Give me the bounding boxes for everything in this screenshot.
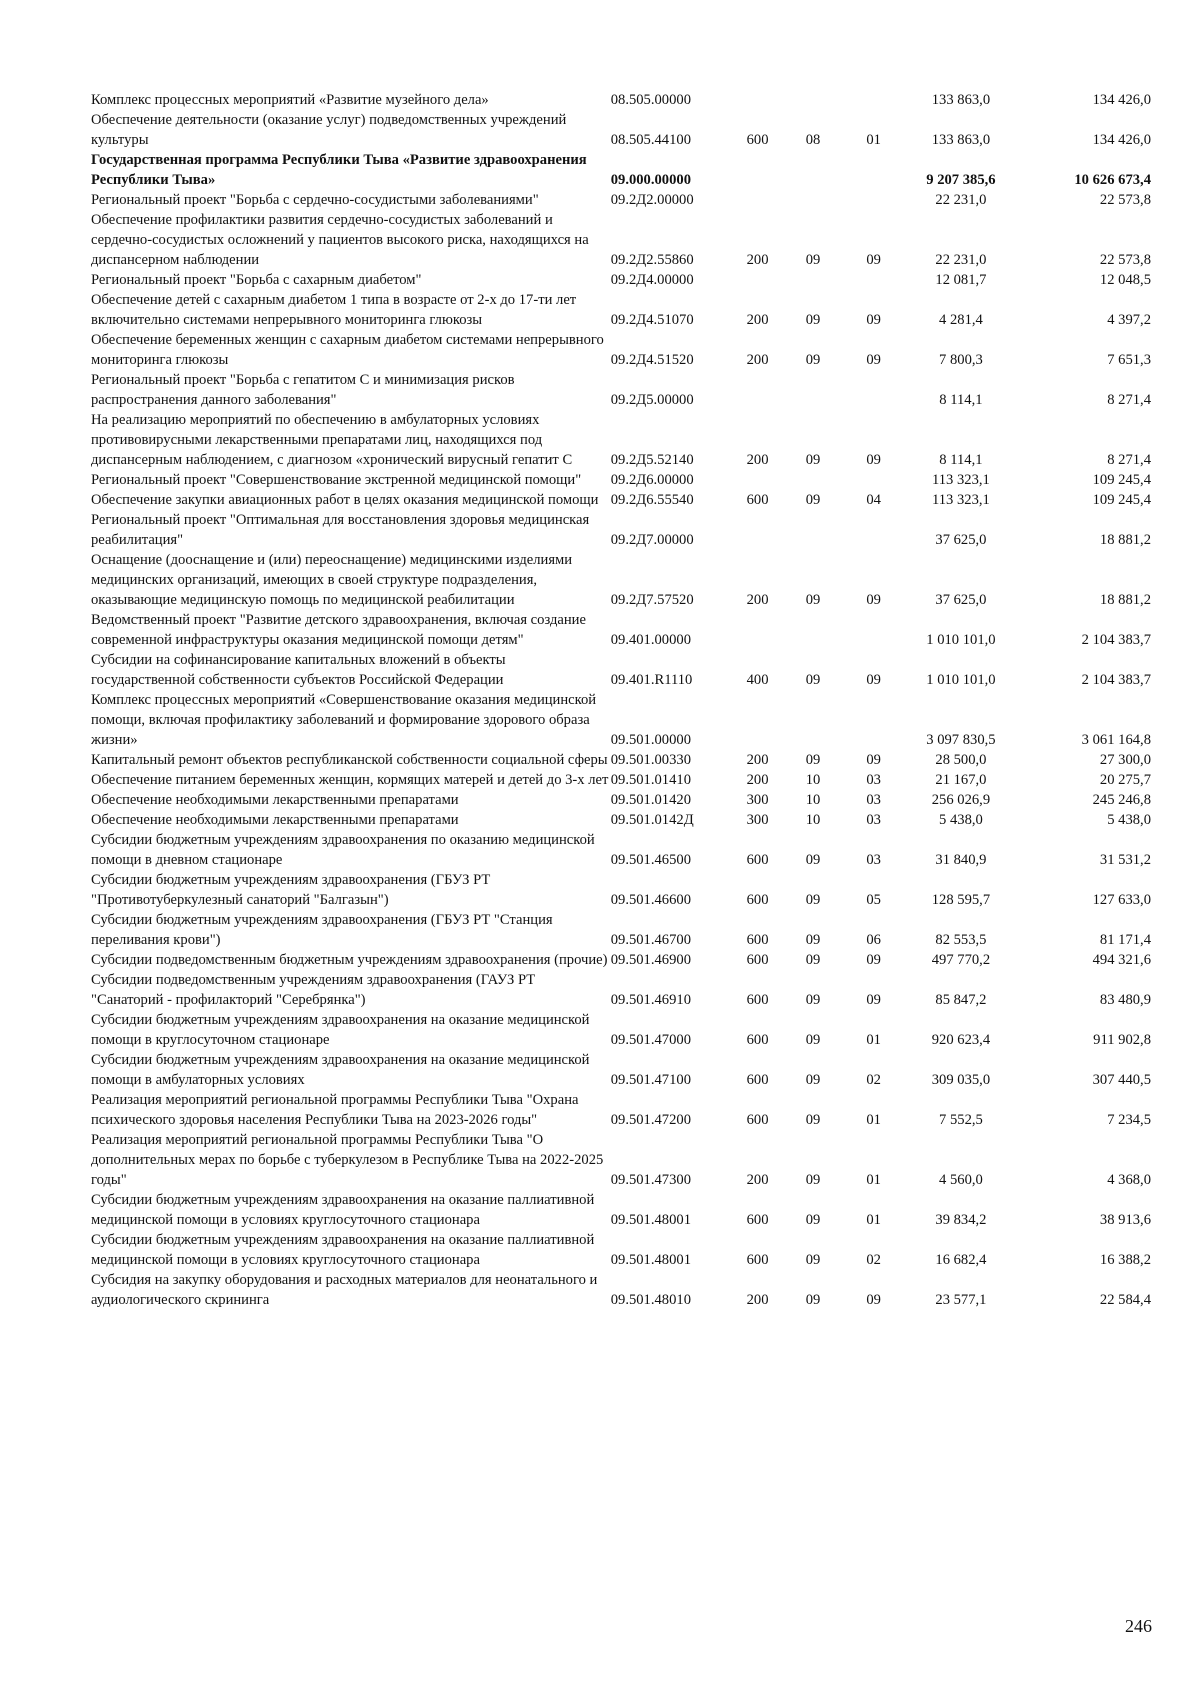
table-row bbox=[91, 830, 1151, 870]
row-section: 09 bbox=[805, 932, 821, 948]
row-amount-year-2: 16 388,2 bbox=[1099, 1252, 1151, 1268]
row-expense-type bbox=[732, 510, 783, 550]
row-code: 09.501.47000 bbox=[610, 1032, 691, 1048]
row-code: 09.501.46500 bbox=[610, 852, 691, 868]
row-name: Комплекс процессных мероприятий «Совершенствование оказания медицинской помощи, включая профилактику заболеваний и формирование здорового образа жизни» bbox=[91, 692, 597, 748]
row-amount-year-1: 920 623,4 bbox=[931, 1032, 991, 1048]
row-code: 09.501.46600 bbox=[610, 892, 691, 908]
row-subsection: 05 bbox=[866, 892, 881, 908]
row-subsection: 04 bbox=[866, 492, 881, 508]
row-name: Обеспечение необходимыми лекарственными препаратами bbox=[91, 792, 459, 808]
row-name: Субсидии бюджетным учреждениям здравоохранения на оказание паллиативной медицинской помощи в условиях круглосуточного стационара bbox=[91, 1232, 595, 1268]
row-amount-year-2: 5 438,0 bbox=[1107, 812, 1151, 828]
row-amount-year-2: 3 061 164,8 bbox=[1081, 732, 1151, 748]
row-name: Региональный проект "Оптимальная для восстановления здоровья медицинская реабилитация" bbox=[91, 512, 590, 548]
row-section bbox=[783, 90, 843, 110]
row-subsection bbox=[843, 190, 905, 210]
table-row bbox=[91, 90, 1151, 110]
page-number: 246 bbox=[1125, 1616, 1152, 1636]
row-code: 09.2Д4.51070 bbox=[610, 312, 694, 328]
row-code: 08.505.00000 bbox=[610, 92, 691, 108]
row-section: 10 bbox=[805, 812, 821, 828]
row-section: 09 bbox=[805, 952, 821, 968]
row-code: 09.501.47200 bbox=[610, 1112, 691, 1128]
table-row bbox=[91, 150, 1151, 190]
row-section bbox=[783, 150, 843, 190]
table-row bbox=[91, 1270, 1151, 1310]
row-subsection bbox=[843, 150, 905, 190]
row-subsection: 03 bbox=[866, 772, 881, 788]
row-code: 09.000.00000 bbox=[610, 172, 691, 188]
row-subsection: 09 bbox=[866, 752, 881, 768]
row-name: Субсидии подведомственным бюджетным учреждениям здравоохранения (прочие) bbox=[91, 952, 608, 968]
row-subsection bbox=[843, 690, 905, 750]
row-section: 09 bbox=[805, 992, 821, 1008]
table-row bbox=[91, 190, 1151, 210]
row-section: 09 bbox=[805, 1072, 821, 1088]
row-subsection: 03 bbox=[866, 812, 881, 828]
row-code: 09.501.00000 bbox=[610, 732, 691, 748]
row-amount-year-1: 4 281,4 bbox=[939, 312, 983, 328]
row-code: 09.501.48010 bbox=[610, 1292, 691, 1308]
row-subsection: 09 bbox=[866, 592, 881, 608]
row-section: 09 bbox=[805, 1172, 821, 1188]
row-expense-type bbox=[732, 470, 783, 490]
row-amount-year-1: 22 231,0 bbox=[935, 252, 987, 268]
row-expense-type: 300 bbox=[746, 792, 769, 808]
row-subsection: 01 bbox=[866, 1032, 881, 1048]
row-section: 09 bbox=[805, 1252, 821, 1268]
row-section: 09 bbox=[805, 892, 821, 908]
row-name: Субсидии бюджетным учреждениям здравоохранения по оказанию медицинской помощи в дневном стационаре bbox=[91, 832, 595, 868]
row-amount-year-1: 82 553,5 bbox=[935, 932, 987, 948]
row-amount-year-2: 109 245,4 bbox=[1092, 472, 1151, 488]
row-name: Субсидии бюджетным учреждениям здравоохранения (ГБУЗ РТ "Противотуберкулезный санаторий "Балгазын") bbox=[91, 872, 491, 908]
row-expense-type: 400 bbox=[746, 672, 769, 688]
row-subsection: 09 bbox=[866, 672, 881, 688]
row-section bbox=[783, 510, 843, 550]
table-row bbox=[91, 210, 1151, 270]
row-expense-type bbox=[732, 370, 783, 410]
row-amount-year-2: 245 246,8 bbox=[1092, 792, 1151, 808]
row-subsection: 01 bbox=[866, 132, 881, 148]
row-amount-year-1: 16 682,4 bbox=[935, 1252, 987, 1268]
row-amount-year-2: 127 633,0 bbox=[1092, 892, 1151, 908]
table-row bbox=[91, 290, 1151, 330]
row-amount-year-1: 309 035,0 bbox=[931, 1072, 991, 1088]
row-name: Государственная программа Республики Тыва «Развитие здравоохранения Республики Тыва» bbox=[91, 152, 587, 188]
row-expense-type: 200 bbox=[746, 752, 769, 768]
row-subsection: 02 bbox=[866, 1072, 881, 1088]
row-name: Комплекс процессных мероприятий «Развитие музейного дела» bbox=[91, 92, 489, 108]
row-amount-year-1: 256 026,9 bbox=[931, 792, 991, 808]
row-name: Оснащение (дооснащение и (или) переоснащение) медицинскими изделиями медицинских организаций, имеющих в своей структуре подразделения, оказывающие медицинскую помощь по медицинской реабилитации bbox=[91, 552, 573, 608]
row-name: Реализация мероприятий региональной программы Республики Тыва "О дополнительных мерах по борьбе с туберкулезом в Республике Тыва на 2022-2025 годы" bbox=[91, 1132, 604, 1188]
row-amount-year-2: 27 300,0 bbox=[1099, 752, 1151, 768]
row-name: Региональный проект "Борьба с сахарным диабетом" bbox=[91, 272, 422, 288]
row-amount-year-1: 37 625,0 bbox=[935, 532, 987, 548]
row-code: 09.501.46700 bbox=[610, 932, 691, 948]
row-name: Региональный проект "Борьба с гепатитом С и минимизация рисков распространения данного заболевания" bbox=[91, 372, 515, 408]
row-name: Обеспечение беременных женщин с сахарным диабетом системами непрерывного мониторинга глюкозы bbox=[91, 332, 604, 368]
row-code: 09.501.48001 bbox=[610, 1212, 691, 1228]
row-section: 08 bbox=[805, 132, 821, 148]
row-amount-year-2: 2 104 383,7 bbox=[1081, 672, 1151, 688]
row-expense-type bbox=[732, 690, 783, 750]
table-row bbox=[91, 910, 1151, 950]
row-section: 10 bbox=[805, 772, 821, 788]
row-subsection bbox=[843, 270, 905, 290]
table-row bbox=[91, 1090, 1151, 1130]
row-expense-type bbox=[732, 90, 783, 110]
row-amount-year-2: 494 321,6 bbox=[1092, 952, 1151, 968]
row-amount-year-2: 12 048,5 bbox=[1099, 272, 1151, 288]
row-amount-year-2: 18 881,2 bbox=[1099, 592, 1151, 608]
row-amount-year-2: 83 480,9 bbox=[1099, 992, 1151, 1008]
row-section bbox=[783, 690, 843, 750]
row-code: 08.505.44100 bbox=[610, 132, 691, 148]
row-expense-type: 600 bbox=[746, 952, 769, 968]
row-code: 09.501.47100 bbox=[610, 1072, 691, 1088]
row-section bbox=[783, 270, 843, 290]
row-code: 09.501.01420 bbox=[610, 792, 691, 808]
row-expense-type: 200 bbox=[746, 1172, 769, 1188]
table-row bbox=[91, 970, 1151, 1010]
row-subsection: 03 bbox=[866, 852, 881, 868]
row-expense-type: 600 bbox=[746, 1072, 769, 1088]
row-expense-type: 200 bbox=[746, 1292, 769, 1308]
row-amount-year-2: 7 234,5 bbox=[1107, 1112, 1151, 1128]
row-subsection: 01 bbox=[866, 1112, 881, 1128]
row-amount-year-2: 109 245,4 bbox=[1092, 492, 1151, 508]
table-row bbox=[91, 790, 1151, 810]
row-section: 09 bbox=[805, 1032, 821, 1048]
row-name: Капитальный ремонт объектов республиканской собственности социальной сферы bbox=[91, 752, 608, 768]
row-amount-year-1: 22 231,0 bbox=[935, 192, 987, 208]
row-name: Субсидии подведомственным учреждениям здравоохранения (ГАУЗ РТ "Санаторий - профилакторий "Серебрянка") bbox=[91, 972, 536, 1008]
row-amount-year-2: 10 626 673,4 bbox=[1074, 172, 1151, 188]
row-amount-year-2: 2 104 383,7 bbox=[1081, 632, 1151, 648]
row-subsection: 01 bbox=[866, 1172, 881, 1188]
row-amount-year-2: 20 275,7 bbox=[1099, 772, 1151, 788]
row-section bbox=[783, 610, 843, 650]
row-amount-year-1: 113 323,1 bbox=[932, 472, 990, 488]
table-row bbox=[91, 1230, 1151, 1270]
row-amount-year-1: 133 863,0 bbox=[931, 132, 991, 148]
row-code: 09.2Д4.00000 bbox=[610, 272, 694, 288]
row-amount-year-2: 7 651,3 bbox=[1107, 352, 1151, 368]
row-amount-year-1: 7 552,5 bbox=[939, 1112, 983, 1128]
table-row bbox=[91, 330, 1151, 370]
row-name: Ведомственный проект "Развитие детского здравоохранения, включая создание современной инфраструктуры оказания медицинской помощи детям" bbox=[91, 612, 586, 648]
table-row bbox=[91, 950, 1151, 970]
row-name: На реализацию мероприятий по обеспечению в амбулаторных условиях противовирусными лекарственными препаратами лиц, находящихся под диспансерным наблюдением, с диагнозом «хронический вирусный гепатит С bbox=[91, 412, 573, 468]
row-code: 09.401.00000 bbox=[610, 632, 691, 648]
row-expense-type: 600 bbox=[746, 892, 769, 908]
row-expense-type bbox=[732, 610, 783, 650]
row-amount-year-1: 21 167,0 bbox=[935, 772, 987, 788]
row-name: Обеспечение необходимыми лекарственными препаратами bbox=[91, 812, 459, 828]
row-amount-year-1: 28 500,0 bbox=[935, 752, 987, 768]
row-name: Обеспечение детей с сахарным диабетом 1 типа в возрасте от 2-х до 17-ти лет включительно системами непрерывного мониторинга глюкозы bbox=[91, 292, 577, 328]
row-subsection: 02 bbox=[866, 1252, 881, 1268]
table-row bbox=[91, 550, 1151, 610]
table-row bbox=[91, 870, 1151, 910]
row-subsection bbox=[843, 470, 905, 490]
row-amount-year-1: 23 577,1 bbox=[935, 1292, 987, 1308]
row-amount-year-2: 31 531,2 bbox=[1099, 852, 1151, 868]
row-subsection: 09 bbox=[866, 252, 881, 268]
row-expense-type: 600 bbox=[746, 132, 769, 148]
row-code: 09.501.47300 bbox=[610, 1172, 691, 1188]
row-amount-year-1: 31 840,9 bbox=[935, 852, 987, 868]
row-amount-year-1: 1 010 101,0 bbox=[926, 632, 996, 648]
row-amount-year-2: 18 881,2 bbox=[1099, 532, 1151, 548]
row-expense-type: 200 bbox=[746, 592, 769, 608]
row-code: 09.2Д6.55540 bbox=[610, 492, 694, 508]
row-expense-type: 200 bbox=[746, 352, 769, 368]
budget-table bbox=[91, 90, 1151, 1310]
row-subsection: 09 bbox=[866, 352, 881, 368]
row-code: 09.2Д6.00000 bbox=[610, 472, 694, 488]
row-expense-type: 600 bbox=[746, 1112, 769, 1128]
row-code: 09.2Д2.55860 bbox=[610, 252, 694, 268]
row-code: 09.2Д2.00000 bbox=[610, 192, 694, 208]
row-subsection: 09 bbox=[866, 952, 881, 968]
row-section: 10 bbox=[805, 792, 821, 808]
row-section: 09 bbox=[805, 752, 821, 768]
row-code: 09.501.46910 bbox=[610, 992, 691, 1008]
row-amount-year-1: 133 863,0 bbox=[931, 92, 991, 108]
row-subsection bbox=[843, 610, 905, 650]
row-amount-year-2: 22 573,8 bbox=[1099, 252, 1151, 268]
row-amount-year-2: 38 913,6 bbox=[1099, 1212, 1151, 1228]
table-row bbox=[91, 770, 1151, 790]
row-section: 09 bbox=[805, 1112, 821, 1128]
row-section: 09 bbox=[805, 352, 821, 368]
row-section bbox=[783, 370, 843, 410]
row-amount-year-2: 911 902,8 bbox=[1093, 1032, 1151, 1048]
row-subsection bbox=[843, 370, 905, 410]
row-amount-year-2: 134 426,0 bbox=[1092, 92, 1151, 108]
row-amount-year-1: 12 081,7 bbox=[935, 272, 987, 288]
row-expense-type: 600 bbox=[746, 492, 769, 508]
row-expense-type: 200 bbox=[746, 452, 769, 468]
row-code: 09.501.46900 bbox=[610, 952, 691, 968]
row-amount-year-1: 1 010 101,0 bbox=[926, 672, 996, 688]
row-expense-type bbox=[732, 150, 783, 190]
row-amount-year-1: 37 625,0 bbox=[935, 592, 987, 608]
row-amount-year-2: 8 271,4 bbox=[1107, 452, 1151, 468]
table-row bbox=[91, 490, 1151, 510]
row-amount-year-1: 3 097 830,5 bbox=[926, 732, 996, 748]
row-code: 09.2Д7.57520 bbox=[610, 592, 694, 608]
row-amount-year-2: 134 426,0 bbox=[1092, 132, 1151, 148]
table-row bbox=[91, 610, 1151, 650]
row-subsection: 01 bbox=[866, 1212, 881, 1228]
row-name: Субсидии бюджетным учреждениям здравоохранения на оказание паллиативной медицинской помощи в условиях круглосуточного стационара bbox=[91, 1192, 595, 1228]
row-expense-type: 200 bbox=[746, 312, 769, 328]
table-row bbox=[91, 810, 1151, 830]
row-amount-year-1: 7 800,3 bbox=[939, 352, 983, 368]
row-amount-year-1: 497 770,2 bbox=[931, 952, 991, 968]
row-name: Обеспечение закупки авиационных работ в целях оказания медицинской помощи bbox=[91, 492, 599, 508]
row-amount-year-1: 4 560,0 bbox=[939, 1172, 983, 1188]
table-row bbox=[91, 690, 1151, 750]
row-section: 09 bbox=[805, 1292, 821, 1308]
row-expense-type: 300 bbox=[746, 812, 769, 828]
row-expense-type: 600 bbox=[746, 1032, 769, 1048]
row-code: 09.501.00330 bbox=[610, 752, 691, 768]
row-code: 09.2Д7.00000 bbox=[610, 532, 694, 548]
row-subsection: 06 bbox=[866, 932, 881, 948]
table-row bbox=[91, 110, 1151, 150]
row-subsection: 03 bbox=[866, 792, 881, 808]
row-subsection: 09 bbox=[866, 1292, 881, 1308]
row-name: Региональный проект "Борьба с сердечно-сосудистыми заболеваниями" bbox=[91, 192, 539, 208]
row-code: 09.501.01410 bbox=[610, 772, 691, 788]
row-code: 09.401.R1110 bbox=[610, 672, 693, 688]
row-expense-type: 200 bbox=[746, 252, 769, 268]
row-code: 09.2Д4.51520 bbox=[610, 352, 694, 368]
row-amount-year-2: 307 440,5 bbox=[1092, 1072, 1151, 1088]
row-section: 09 bbox=[805, 452, 821, 468]
row-expense-type: 600 bbox=[746, 992, 769, 1008]
row-amount-year-1: 113 323,1 bbox=[932, 492, 990, 508]
table-row bbox=[91, 750, 1151, 770]
row-section: 09 bbox=[805, 1212, 821, 1228]
row-code: 09.501.0142Д bbox=[610, 812, 694, 828]
row-name: Обеспечение профилактики развития сердечно-сосудистых заболеваний и сердечно-сосудистых осложнений у пациентов высокого риска, находящихся на диспансерном наблюдении bbox=[91, 212, 589, 268]
row-amount-year-1: 5 438,0 bbox=[939, 812, 983, 828]
row-subsection: 09 bbox=[866, 452, 881, 468]
row-expense-type: 600 bbox=[746, 852, 769, 868]
table-row bbox=[91, 1050, 1151, 1090]
table-row bbox=[91, 650, 1151, 690]
row-section: 09 bbox=[805, 492, 821, 508]
row-amount-year-1: 8 114,1 bbox=[939, 392, 983, 408]
row-name: Субсидии бюджетным учреждениям здравоохранения (ГБУЗ РТ "Станция переливания крови") bbox=[91, 912, 553, 948]
row-amount-year-1: 9 207 385,6 bbox=[926, 172, 996, 188]
row-subsection: 09 bbox=[866, 312, 881, 328]
row-subsection bbox=[843, 90, 905, 110]
row-expense-type: 200 bbox=[746, 772, 769, 788]
row-amount-year-1: 85 847,2 bbox=[935, 992, 987, 1008]
row-expense-type bbox=[732, 270, 783, 290]
row-amount-year-1: 128 595,7 bbox=[931, 892, 991, 908]
table-row bbox=[91, 370, 1151, 410]
row-expense-type: 600 bbox=[746, 1212, 769, 1228]
row-section: 09 bbox=[805, 252, 821, 268]
row-name: Субсидия на закупку оборудования и расходных материалов для неонатального и аудиологического скрининга bbox=[91, 1272, 598, 1308]
row-section bbox=[783, 190, 843, 210]
table-row bbox=[91, 470, 1151, 490]
row-section: 09 bbox=[805, 592, 821, 608]
row-name: Региональный проект "Совершенствование экстренной медицинской помощи" bbox=[91, 472, 582, 488]
table-row bbox=[91, 1190, 1151, 1230]
row-amount-year-2: 8 271,4 bbox=[1107, 392, 1151, 408]
budget-table-body bbox=[91, 90, 1151, 1310]
table-row bbox=[91, 1010, 1151, 1050]
row-section: 09 bbox=[805, 852, 821, 868]
row-section: 09 bbox=[805, 312, 821, 328]
row-section bbox=[783, 470, 843, 490]
row-name: Реализация мероприятий региональной программы Республики Тыва "Охрана психического здоровья населения Республики Тыва на 2023-2026 годы" bbox=[91, 1092, 579, 1128]
row-section: 09 bbox=[805, 672, 821, 688]
row-code: 09.2Д5.00000 bbox=[610, 392, 694, 408]
row-expense-type bbox=[732, 190, 783, 210]
row-name: Обеспечение деятельности (оказание услуг) подведомственных учреждений культуры bbox=[91, 112, 567, 148]
row-amount-year-2: 81 171,4 bbox=[1099, 932, 1151, 948]
table-row bbox=[91, 410, 1151, 470]
row-subsection: 09 bbox=[866, 992, 881, 1008]
table-row bbox=[91, 510, 1151, 550]
row-name: Субсидии бюджетным учреждениям здравоохранения на оказание медицинской помощи в круглосуточном стационаре bbox=[91, 1012, 590, 1048]
row-name: Обеспечение питанием беременных женщин, кормящих матерей и детей до 3-х лет bbox=[91, 772, 609, 788]
row-code: 09.501.48001 bbox=[610, 1252, 691, 1268]
row-name: Субсидии на софинансирование капитальных вложений в объекты государственной собственности субъектов Российской Федерации bbox=[91, 652, 506, 688]
row-amount-year-1: 8 114,1 bbox=[939, 452, 983, 468]
row-name: Субсидии бюджетным учреждениям здравоохранения на оказание медицинской помощи в амбулаторных условиях bbox=[91, 1052, 590, 1088]
row-amount-year-2: 22 584,4 bbox=[1099, 1292, 1151, 1308]
row-subsection bbox=[843, 510, 905, 550]
row-expense-type: 600 bbox=[746, 1252, 769, 1268]
row-code: 09.2Д5.52140 bbox=[610, 452, 694, 468]
row-expense-type: 600 bbox=[746, 932, 769, 948]
row-amount-year-2: 4 397,2 bbox=[1107, 312, 1151, 328]
table-row bbox=[91, 1130, 1151, 1190]
row-amount-year-1: 39 834,2 bbox=[935, 1212, 987, 1228]
row-amount-year-2: 22 573,8 bbox=[1099, 192, 1151, 208]
row-amount-year-2: 4 368,0 bbox=[1107, 1172, 1151, 1188]
table-row bbox=[91, 270, 1151, 290]
